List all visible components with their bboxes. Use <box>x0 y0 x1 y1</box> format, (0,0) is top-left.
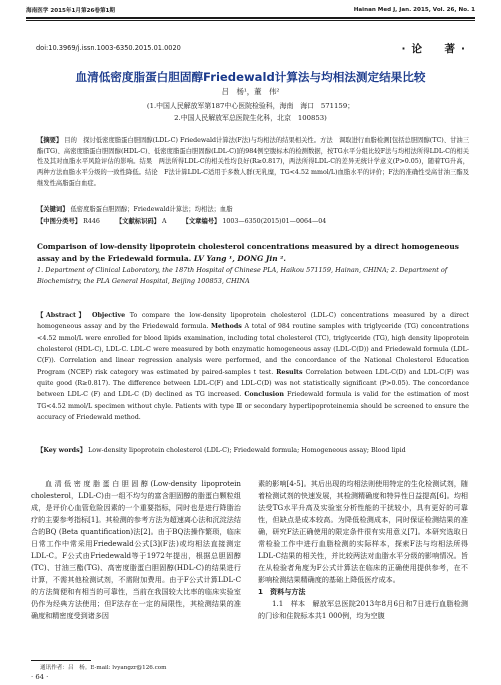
results-text: Correlation between LDL-C(D) and LDL-C(F) was quite good (R≥0.817). The difference between LDL-C(F) and LDL-C(D) was not statistically significant (P>0.05). The concordance between LDL-C (F) and LDL-C (D) declined as TG increased. <box>37 368 469 399</box>
authors-zh: 吕 杨¹，董 伟² <box>221 87 280 96</box>
abstract-en <box>37 310 469 423</box>
article-number: 【文章编号】 1003—6350(2015)01—0064—04 <box>182 218 327 225</box>
abstract-zh-label: 【摘要】 <box>37 137 63 144</box>
classification-line <box>37 216 469 225</box>
body-column-left <box>31 478 241 622</box>
keywords-zh-label: 【关键词】 <box>37 206 69 213</box>
abstract-zh <box>37 136 469 190</box>
section-tag: ·论 著· <box>401 43 471 55</box>
abstract-zh-text: 目的 探讨低密度脂蛋白胆固醇(LDL-C) Friedewald计算法(F法)与均相法的结果相关性。方法 调取进行血脂检测[包括总胆固醇(TC)、甘油三酯(TG)、高密度脂蛋白胆固醇(HDL-C)、低密度脂蛋白胆固醇(LDL-C)]的984例空腹标本的检测数据，按TG水平分组比较F法与均相法所得LDL-C的相关性及其对血脂水平风险评估的影响。结果 两法所得LDL-C的相关性均良好(R≥0.817)，两法所得LDL-C的差异无统计学意义(P>0.05)，随着TG升高，两种方法血脂水平分级的一致性降低。结论 F法计算LDL-C适用于多数人群(无乳糜，TG<4.52 mmol/L)血脂水平的评价；F法的准确性受高甘油三酯及继发性高脂蛋白血症。 <box>37 137 469 187</box>
clc-number: 【中图分类号】 R446 <box>37 218 100 225</box>
running-head-right: Hainan Med J, Jan. 2015, Vol. 26, No. 1 <box>353 7 475 13</box>
conclusion-label: Conclusion <box>244 391 284 399</box>
methods-label: Methods <box>211 323 242 331</box>
header-rule-thick <box>26 17 475 19</box>
keywords-en-text: Low-density lipoprotein cholesterol (LDL-C); Friedewald formula; Homogeneous assay; Blood lipid <box>88 447 406 454</box>
running-head <box>26 4 475 16</box>
footnote-rule <box>31 660 91 661</box>
body-paragraph-continued: 素的影响[4-5]。其后出现的均相法则使用特定的生化检测试剂，随着检测试剂的快速发展，其检测精确度和特异性日益提高[6]。均相法受TG水平升高及实验室分析性能的干扰较小，具有更好的可靠性，但缺点是成本较高。为降低检测成本，同时保证检测结果的准确，研究F法正确使用的限定条件很有实用意义[7]。本研究选取日常检验工作中进行血脂检测的实际样本，探索F法与均相法所得LDL-C结果的相关性，并比较两法对血脂水平分级的影响情况。旨在从检验者角度为F公式计算法在临床的正确使用提供参考，在不影响检测结果精确度的基础上降低医疗成本。 <box>258 479 468 584</box>
objective-text: To compare the low-density lipoprotein cholesterol (LDL-C) concentrations measured by a direct homogeneous assay and by the Friedewald formula. <box>37 312 469 331</box>
objective-label: Objective <box>91 312 126 319</box>
subsection-text: 1.1 样本 解放军总医院2013年8月6日和7日进行血脂检测的门诊和住院标本共1 000例，均为空腹 <box>258 599 468 620</box>
footnote: 通讯作者：吕 杨。E-mail: lvyangzr@126.com <box>40 665 167 671</box>
keywords-en-label: 【Key words】 <box>37 447 87 454</box>
section-heading: 1 资料与方法 <box>258 587 306 596</box>
keywords-en <box>37 445 469 456</box>
running-head-left: 海南医学 2015年1月第26卷第1期 <box>26 8 116 14</box>
document-code: 【文献标识码】 A <box>115 218 167 225</box>
keywords-zh <box>37 204 469 213</box>
page-number: · 64 · <box>31 673 49 681</box>
doi: doi:10.3969/j.issn.1003-6350.2015.01.0020 <box>36 44 181 52</box>
article-title-zh: 血清低密度脂蛋白胆固醇Friedewald计算法与均相法测定结果比较 <box>75 70 426 84</box>
results-label: Results <box>276 368 303 376</box>
body-column-right <box>258 478 468 622</box>
body-paragraph: 血清低密度脂蛋白胆固醇(Low-density lipoprotein cholesterol，LDL-C)由一组不均匀的富含胆固醇的脂蛋白颗粒组成，是评价心血管危险因素的一个重要指标，同时也是进行降脂治疗的主要参考指标[1]。其检测的参考方法为超速离心法和沉淀法结合的BQ (Beta quantification)法[2]。由于BQ法操作繁琐，临床日常工作中常采用Friedewald公式[3](F法)或均相法直接测定LDL-C。F公式由Friedewald等于1972年提出，根据总胆固醇(TC)、甘油三酯(TG)、高密度脂蛋白胆固醇(HDL-C)的结果进行计算，不需其他检测试剂，不需附加费用。由于F公式计算LDL-C的方法简便和有相当的可靠性，当前在我国较大比率的临床实验室仍作为经典方法使用；但F法存在一定的局限性，其检测结果的准确度和精密度受到诸多因 <box>31 479 241 620</box>
conclusion-text: Friedewald formula is valid for the estimation of most TG<4.52 mmol/L specimen without chyle. Patients with type Ⅲ or secondary hyperlipoproteinemia should be screened to ensure the accuracy of Friedewald method. <box>37 391 469 422</box>
affiliation-en: 1. Department of Clinical Laboratory, the 187th Hospital of Chinese PLA, Haikou 571159, Hainan, CHINA; 2. Department of Biochemistry, the PLA General Hospital, Beijing 100853, CHINA <box>37 266 448 286</box>
abstract-en-label: 【Abstract】 <box>37 312 88 319</box>
article-title-en-authors: LV Yang ¹, DONG Jin ². <box>193 253 286 263</box>
article-title-en <box>37 241 469 264</box>
article-title-en-text: Comparison of low-density lipoprotein cholesterol concentrations measured by a direct homogeneous assay and by the Friedewald formula. <box>37 242 459 263</box>
affiliation-zh-1: (1.中国人民解放军第187中心医院检验科，海南 海口 571159； <box>146 102 355 110</box>
header-rule-thin <box>26 20 475 21</box>
keywords-zh-text: 低密度脂蛋白胆固醇；Friedewald计算法；均相法；血脂 <box>70 206 233 213</box>
affiliation-zh-2: 2.中国人民解放军总医院生化科，北京 100853) <box>174 114 327 122</box>
methods-text: A total of 984 routine samples with triglyceride (TG) concentrations <4.52 mmol/L were enrolled for blood lipids examination, including total cholesterol (TC), triglyceride (TG), high density lipoprotein cholesterol (HDL-C), LDL-C. LDL-C were measured by both enzymatic homogeneous assay (LDL-C(D)) and Friedewald formula (LDL-C(F)). Correlation and linear regression analysis were performed, and the concordance of the National Cholesterol Education Program (NCEP) risk category was estimated by paired-samples t test. <box>37 323 469 376</box>
